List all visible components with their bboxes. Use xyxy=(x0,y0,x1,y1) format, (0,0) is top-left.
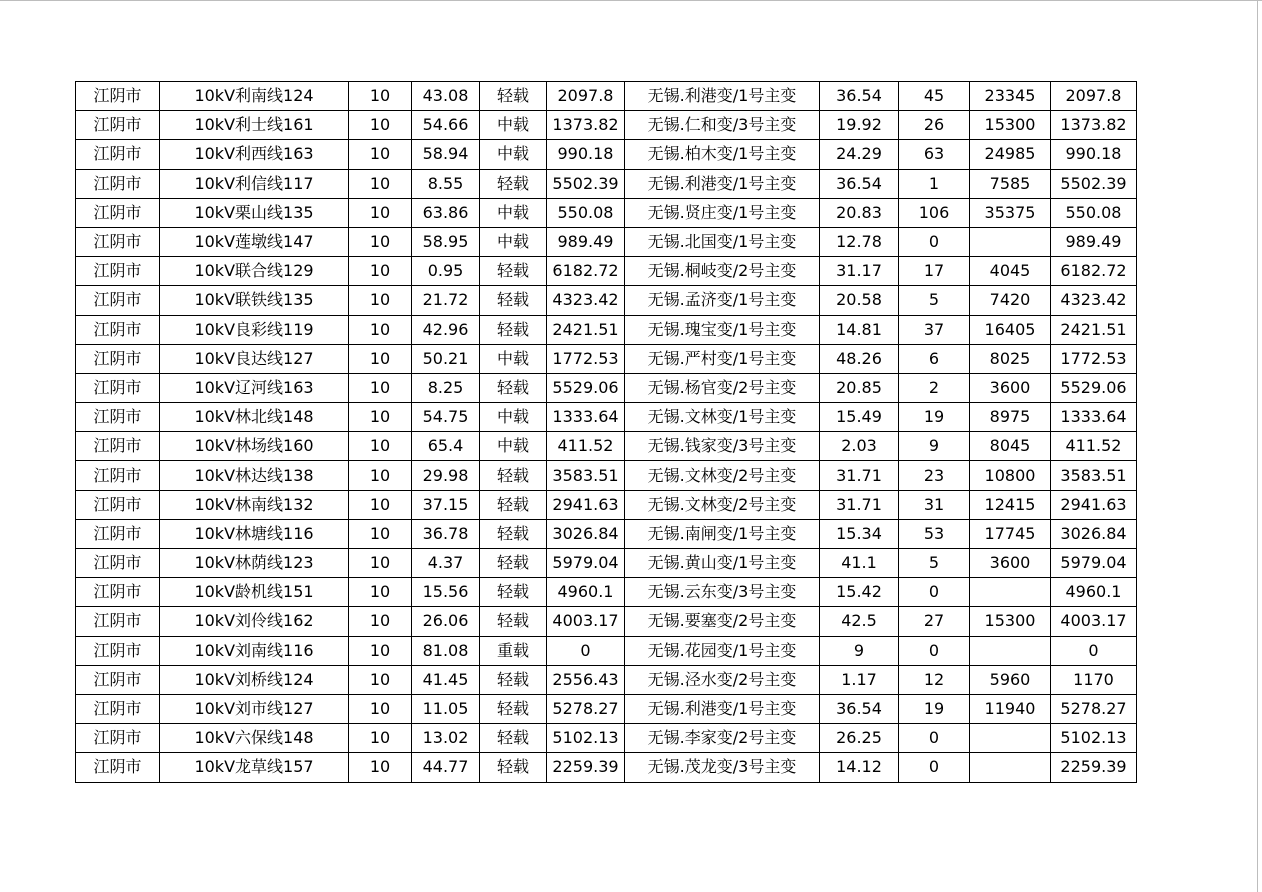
transferable-capacity-cell: 2941.63 xyxy=(1051,490,1137,519)
city-cell: 江阴市 xyxy=(76,753,160,782)
load-status-cell: 轻载 xyxy=(480,607,547,636)
load-rate-cell: 37.15 xyxy=(412,490,480,519)
voltage-cell: 10 xyxy=(349,636,412,665)
load-status-cell: 中载 xyxy=(480,111,547,140)
city-cell: 江阴市 xyxy=(76,198,160,227)
load-status-cell: 轻载 xyxy=(480,257,547,286)
feeder-name-cell: 10kV莲墩线147 xyxy=(160,227,349,256)
transformer-load-rate-cell: 20.58 xyxy=(820,286,899,315)
table-row xyxy=(76,519,1137,548)
load-status-cell: 轻载 xyxy=(480,519,547,548)
user-count-cell: 9 xyxy=(899,432,970,461)
voltage-cell: 10 xyxy=(349,344,412,373)
transferable-capacity-cell: 411.52 xyxy=(1051,432,1137,461)
voltage-cell: 10 xyxy=(349,257,412,286)
user-count-cell: 5 xyxy=(899,286,970,315)
transferable-capacity-cell: 550.08 xyxy=(1051,198,1137,227)
table-row xyxy=(76,82,1137,111)
table-row xyxy=(76,578,1137,607)
voltage-cell: 10 xyxy=(349,315,412,344)
feeder-name-cell: 10kV利士线161 xyxy=(160,111,349,140)
table-row xyxy=(76,432,1137,461)
load-status-cell: 轻载 xyxy=(480,549,547,578)
load-rate-cell: 42.96 xyxy=(412,315,480,344)
load-status-cell: 轻载 xyxy=(480,753,547,782)
load-status-cell: 轻载 xyxy=(480,724,547,753)
table-row xyxy=(76,140,1137,169)
transferable-capacity-cell: 4323.42 xyxy=(1051,286,1137,315)
user-count-cell: 12 xyxy=(899,665,970,694)
installed-capacity-cell xyxy=(970,227,1051,256)
load-rate-cell: 26.06 xyxy=(412,607,480,636)
transformer-load-rate-cell: 15.34 xyxy=(820,519,899,548)
user-count-cell: 63 xyxy=(899,140,970,169)
city-cell: 江阴市 xyxy=(76,169,160,198)
city-cell: 江阴市 xyxy=(76,490,160,519)
voltage-cell: 10 xyxy=(349,373,412,402)
city-cell: 江阴市 xyxy=(76,519,160,548)
user-count-cell: 27 xyxy=(899,607,970,636)
table-row xyxy=(76,227,1137,256)
table-row xyxy=(76,403,1137,432)
transformer-load-rate-cell: 31.71 xyxy=(820,461,899,490)
transformer-cell: 无锡.孟济变/1号主变 xyxy=(625,286,820,315)
voltage-cell: 10 xyxy=(349,111,412,140)
available-capacity-cell: 989.49 xyxy=(547,227,625,256)
transformer-cell: 无锡.茂龙变/3号主变 xyxy=(625,753,820,782)
transformer-load-rate-cell: 36.54 xyxy=(820,694,899,723)
user-count-cell: 2 xyxy=(899,373,970,402)
installed-capacity-cell: 11940 xyxy=(970,694,1051,723)
transferable-capacity-cell: 5529.06 xyxy=(1051,373,1137,402)
load-status-cell: 中载 xyxy=(480,403,547,432)
city-cell: 江阴市 xyxy=(76,607,160,636)
load-status-cell: 轻载 xyxy=(480,82,547,111)
installed-capacity-cell: 4045 xyxy=(970,257,1051,286)
transformer-load-rate-cell: 31.71 xyxy=(820,490,899,519)
voltage-cell: 10 xyxy=(349,461,412,490)
load-status-cell: 中载 xyxy=(480,344,547,373)
installed-capacity-cell: 7420 xyxy=(970,286,1051,315)
transformer-cell: 无锡.柏木变/1号主变 xyxy=(625,140,820,169)
feeder-name-cell: 10kV良达线127 xyxy=(160,344,349,373)
load-rate-cell: 58.94 xyxy=(412,140,480,169)
transformer-cell: 无锡.北国变/1号主变 xyxy=(625,227,820,256)
transferable-capacity-cell: 1772.53 xyxy=(1051,344,1137,373)
available-capacity-cell: 1333.64 xyxy=(547,403,625,432)
transformer-load-rate-cell: 9 xyxy=(820,636,899,665)
city-cell: 江阴市 xyxy=(76,286,160,315)
table-row xyxy=(76,111,1137,140)
transformer-load-rate-cell: 15.49 xyxy=(820,403,899,432)
installed-capacity-cell xyxy=(970,724,1051,753)
transformer-load-rate-cell: 12.78 xyxy=(820,227,899,256)
transformer-cell: 无锡.文林变/2号主变 xyxy=(625,461,820,490)
user-count-cell: 45 xyxy=(899,82,970,111)
transferable-capacity-cell: 989.49 xyxy=(1051,227,1137,256)
transformer-cell: 无锡.仁和变/3号主变 xyxy=(625,111,820,140)
feeder-name-cell: 10kV辽河线163 xyxy=(160,373,349,402)
load-status-cell: 中载 xyxy=(480,227,547,256)
installed-capacity-cell: 8045 xyxy=(970,432,1051,461)
table-row xyxy=(76,198,1137,227)
feeder-name-cell: 10kV林北线148 xyxy=(160,403,349,432)
city-cell: 江阴市 xyxy=(76,82,160,111)
voltage-cell: 10 xyxy=(349,403,412,432)
feeder-name-cell: 10kV联铁线135 xyxy=(160,286,349,315)
installed-capacity-cell: 7585 xyxy=(970,169,1051,198)
load-rate-cell: 0.95 xyxy=(412,257,480,286)
voltage-cell: 10 xyxy=(349,140,412,169)
voltage-cell: 10 xyxy=(349,286,412,315)
transformer-cell: 无锡.李家变/2号主变 xyxy=(625,724,820,753)
user-count-cell: 17 xyxy=(899,257,970,286)
transformer-load-rate-cell: 19.92 xyxy=(820,111,899,140)
available-capacity-cell: 6182.72 xyxy=(547,257,625,286)
transformer-cell: 无锡.文林变/1号主变 xyxy=(625,403,820,432)
table-row xyxy=(76,490,1137,519)
transformer-cell: 无锡.瑰宝变/1号主变 xyxy=(625,315,820,344)
transferable-capacity-cell: 5502.39 xyxy=(1051,169,1137,198)
load-rate-cell: 81.08 xyxy=(412,636,480,665)
user-count-cell: 23 xyxy=(899,461,970,490)
transformer-cell: 无锡.要塞变/2号主变 xyxy=(625,607,820,636)
transformer-load-rate-cell: 20.85 xyxy=(820,373,899,402)
load-rate-cell: 50.21 xyxy=(412,344,480,373)
table-row xyxy=(76,753,1137,782)
user-count-cell: 53 xyxy=(899,519,970,548)
feeder-name-cell: 10kV刘桥线124 xyxy=(160,665,349,694)
installed-capacity-cell: 35375 xyxy=(970,198,1051,227)
transferable-capacity-cell: 1373.82 xyxy=(1051,111,1137,140)
available-capacity-cell: 5102.13 xyxy=(547,724,625,753)
load-rate-cell: 4.37 xyxy=(412,549,480,578)
user-count-cell: 37 xyxy=(899,315,970,344)
load-rate-cell: 13.02 xyxy=(412,724,480,753)
user-count-cell: 106 xyxy=(899,198,970,227)
table-body xyxy=(76,82,1137,783)
load-rate-cell: 8.25 xyxy=(412,373,480,402)
load-rate-cell: 44.77 xyxy=(412,753,480,782)
table-row xyxy=(76,549,1137,578)
transferable-capacity-cell: 5979.04 xyxy=(1051,549,1137,578)
load-rate-cell: 41.45 xyxy=(412,665,480,694)
voltage-cell: 10 xyxy=(349,432,412,461)
installed-capacity-cell xyxy=(970,578,1051,607)
transferable-capacity-cell: 0 xyxy=(1051,636,1137,665)
available-capacity-cell: 2259.39 xyxy=(547,753,625,782)
load-status-cell: 轻载 xyxy=(480,578,547,607)
feeder-name-cell: 10kV龙草线157 xyxy=(160,753,349,782)
transformer-load-rate-cell: 42.5 xyxy=(820,607,899,636)
city-cell: 江阴市 xyxy=(76,549,160,578)
user-count-cell: 0 xyxy=(899,227,970,256)
transformer-load-rate-cell: 2.03 xyxy=(820,432,899,461)
load-status-cell: 轻载 xyxy=(480,286,547,315)
voltage-cell: 10 xyxy=(349,169,412,198)
city-cell: 江阴市 xyxy=(76,665,160,694)
installed-capacity-cell: 17745 xyxy=(970,519,1051,548)
feeder-name-cell: 10kV林南线132 xyxy=(160,490,349,519)
city-cell: 江阴市 xyxy=(76,578,160,607)
voltage-cell: 10 xyxy=(349,753,412,782)
available-capacity-cell: 5502.39 xyxy=(547,169,625,198)
available-capacity-cell: 4323.42 xyxy=(547,286,625,315)
transferable-capacity-cell: 990.18 xyxy=(1051,140,1137,169)
voltage-cell: 10 xyxy=(349,694,412,723)
available-capacity-cell: 990.18 xyxy=(547,140,625,169)
transformer-cell: 无锡.桐岐变/2号主变 xyxy=(625,257,820,286)
load-rate-cell: 54.66 xyxy=(412,111,480,140)
load-rate-cell: 63.86 xyxy=(412,198,480,227)
installed-capacity-cell: 3600 xyxy=(970,549,1051,578)
transformer-load-rate-cell: 24.29 xyxy=(820,140,899,169)
feeder-name-cell: 10kV良彩线119 xyxy=(160,315,349,344)
user-count-cell: 19 xyxy=(899,403,970,432)
transformer-cell: 无锡.花园变/1号主变 xyxy=(625,636,820,665)
transferable-capacity-cell: 2097.8 xyxy=(1051,82,1137,111)
transformer-cell: 无锡.文林变/2号主变 xyxy=(625,490,820,519)
installed-capacity-cell: 24985 xyxy=(970,140,1051,169)
load-status-cell: 轻载 xyxy=(480,461,547,490)
feeder-load-table xyxy=(75,81,1137,783)
table-row xyxy=(76,636,1137,665)
load-status-cell: 轻载 xyxy=(480,694,547,723)
table-row xyxy=(76,286,1137,315)
load-rate-cell: 43.08 xyxy=(412,82,480,111)
user-count-cell: 0 xyxy=(899,578,970,607)
city-cell: 江阴市 xyxy=(76,724,160,753)
transformer-cell: 无锡.严村变/1号主变 xyxy=(625,344,820,373)
table-row xyxy=(76,169,1137,198)
feeder-name-cell: 10kV龄机线151 xyxy=(160,578,349,607)
transformer-load-rate-cell: 14.12 xyxy=(820,753,899,782)
available-capacity-cell: 1772.53 xyxy=(547,344,625,373)
transformer-cell: 无锡.利港变/1号主变 xyxy=(625,82,820,111)
transformer-cell: 无锡.黄山变/1号主变 xyxy=(625,549,820,578)
transferable-capacity-cell: 1333.64 xyxy=(1051,403,1137,432)
voltage-cell: 10 xyxy=(349,227,412,256)
load-rate-cell: 15.56 xyxy=(412,578,480,607)
feeder-name-cell: 10kV联合线129 xyxy=(160,257,349,286)
transformer-cell: 无锡.利港变/1号主变 xyxy=(625,694,820,723)
transformer-cell: 无锡.利港变/1号主变 xyxy=(625,169,820,198)
installed-capacity-cell: 15300 xyxy=(970,607,1051,636)
installed-capacity-cell: 5960 xyxy=(970,665,1051,694)
table-row xyxy=(76,724,1137,753)
voltage-cell: 10 xyxy=(349,519,412,548)
page-top-border xyxy=(0,0,1262,1)
available-capacity-cell: 2556.43 xyxy=(547,665,625,694)
transferable-capacity-cell: 6182.72 xyxy=(1051,257,1137,286)
feeder-name-cell: 10kV林达线138 xyxy=(160,461,349,490)
load-status-cell: 轻载 xyxy=(480,373,547,402)
table-row xyxy=(76,607,1137,636)
city-cell: 江阴市 xyxy=(76,461,160,490)
transformer-load-rate-cell: 48.26 xyxy=(820,344,899,373)
load-status-cell: 中载 xyxy=(480,140,547,169)
voltage-cell: 10 xyxy=(349,490,412,519)
city-cell: 江阴市 xyxy=(76,403,160,432)
voltage-cell: 10 xyxy=(349,578,412,607)
transferable-capacity-cell: 4960.1 xyxy=(1051,578,1137,607)
city-cell: 江阴市 xyxy=(76,111,160,140)
voltage-cell: 10 xyxy=(349,665,412,694)
table-row xyxy=(76,344,1137,373)
installed-capacity-cell: 23345 xyxy=(970,82,1051,111)
load-rate-cell: 29.98 xyxy=(412,461,480,490)
table-row xyxy=(76,257,1137,286)
table-row xyxy=(76,461,1137,490)
installed-capacity-cell: 8025 xyxy=(970,344,1051,373)
transferable-capacity-cell: 5278.27 xyxy=(1051,694,1137,723)
load-status-cell: 轻载 xyxy=(480,169,547,198)
transferable-capacity-cell: 2421.51 xyxy=(1051,315,1137,344)
city-cell: 江阴市 xyxy=(76,373,160,402)
transformer-load-rate-cell: 1.17 xyxy=(820,665,899,694)
load-rate-cell: 65.4 xyxy=(412,432,480,461)
page-right-border xyxy=(1257,0,1258,892)
transformer-load-rate-cell: 20.83 xyxy=(820,198,899,227)
available-capacity-cell: 3026.84 xyxy=(547,519,625,548)
transformer-load-rate-cell: 36.54 xyxy=(820,82,899,111)
load-rate-cell: 21.72 xyxy=(412,286,480,315)
city-cell: 江阴市 xyxy=(76,315,160,344)
transferable-capacity-cell: 5102.13 xyxy=(1051,724,1137,753)
transferable-capacity-cell: 2259.39 xyxy=(1051,753,1137,782)
user-count-cell: 5 xyxy=(899,549,970,578)
installed-capacity-cell: 15300 xyxy=(970,111,1051,140)
load-status-cell: 轻载 xyxy=(480,315,547,344)
transferable-capacity-cell: 3026.84 xyxy=(1051,519,1137,548)
available-capacity-cell: 3583.51 xyxy=(547,461,625,490)
transferable-capacity-cell: 4003.17 xyxy=(1051,607,1137,636)
table-row xyxy=(76,665,1137,694)
load-status-cell: 中载 xyxy=(480,432,547,461)
voltage-cell: 10 xyxy=(349,724,412,753)
feeder-name-cell: 10kV林场线160 xyxy=(160,432,349,461)
feeder-name-cell: 10kV利信线117 xyxy=(160,169,349,198)
load-status-cell: 轻载 xyxy=(480,490,547,519)
load-rate-cell: 58.95 xyxy=(412,227,480,256)
installed-capacity-cell: 8975 xyxy=(970,403,1051,432)
transformer-cell: 无锡.云东变/3号主变 xyxy=(625,578,820,607)
voltage-cell: 10 xyxy=(349,607,412,636)
transformer-cell: 无锡.钱家变/3号主变 xyxy=(625,432,820,461)
table-row xyxy=(76,694,1137,723)
available-capacity-cell: 5278.27 xyxy=(547,694,625,723)
load-rate-cell: 36.78 xyxy=(412,519,480,548)
transferable-capacity-cell: 1170 xyxy=(1051,665,1137,694)
transformer-load-rate-cell: 14.81 xyxy=(820,315,899,344)
transformer-cell: 无锡.南闸变/1号主变 xyxy=(625,519,820,548)
transformer-load-rate-cell: 31.17 xyxy=(820,257,899,286)
city-cell: 江阴市 xyxy=(76,227,160,256)
voltage-cell: 10 xyxy=(349,549,412,578)
transferable-capacity-cell: 3583.51 xyxy=(1051,461,1137,490)
feeder-name-cell: 10kV利南线124 xyxy=(160,82,349,111)
installed-capacity-cell: 3600 xyxy=(970,373,1051,402)
installed-capacity-cell xyxy=(970,753,1051,782)
city-cell: 江阴市 xyxy=(76,140,160,169)
load-status-cell: 轻载 xyxy=(480,665,547,694)
available-capacity-cell: 5979.04 xyxy=(547,549,625,578)
user-count-cell: 1 xyxy=(899,169,970,198)
load-status-cell: 中载 xyxy=(480,198,547,227)
voltage-cell: 10 xyxy=(349,82,412,111)
load-status-cell: 重载 xyxy=(480,636,547,665)
transformer-cell: 无锡.泾水变/2号主变 xyxy=(625,665,820,694)
voltage-cell: 10 xyxy=(349,198,412,227)
transformer-load-rate-cell: 36.54 xyxy=(820,169,899,198)
transformer-load-rate-cell: 26.25 xyxy=(820,724,899,753)
user-count-cell: 31 xyxy=(899,490,970,519)
user-count-cell: 26 xyxy=(899,111,970,140)
available-capacity-cell: 550.08 xyxy=(547,198,625,227)
feeder-name-cell: 10kV刘市线127 xyxy=(160,694,349,723)
available-capacity-cell: 4003.17 xyxy=(547,607,625,636)
feeder-name-cell: 10kV林塘线116 xyxy=(160,519,349,548)
transformer-load-rate-cell: 15.42 xyxy=(820,578,899,607)
transformer-cell: 无锡.贤庄变/1号主变 xyxy=(625,198,820,227)
feeder-name-cell: 10kV栗山线135 xyxy=(160,198,349,227)
transformer-load-rate-cell: 41.1 xyxy=(820,549,899,578)
transformer-cell: 无锡.杨官变/2号主变 xyxy=(625,373,820,402)
available-capacity-cell: 4960.1 xyxy=(547,578,625,607)
feeder-name-cell: 10kV利西线163 xyxy=(160,140,349,169)
installed-capacity-cell xyxy=(970,636,1051,665)
table-row xyxy=(76,315,1137,344)
feeder-name-cell: 10kV林荫线123 xyxy=(160,549,349,578)
user-count-cell: 6 xyxy=(899,344,970,373)
installed-capacity-cell: 16405 xyxy=(970,315,1051,344)
table-row xyxy=(76,373,1137,402)
city-cell: 江阴市 xyxy=(76,257,160,286)
user-count-cell: 0 xyxy=(899,724,970,753)
available-capacity-cell: 0 xyxy=(547,636,625,665)
feeder-name-cell: 10kV刘南线116 xyxy=(160,636,349,665)
available-capacity-cell: 2097.8 xyxy=(547,82,625,111)
available-capacity-cell: 2941.63 xyxy=(547,490,625,519)
available-capacity-cell: 2421.51 xyxy=(547,315,625,344)
load-rate-cell: 11.05 xyxy=(412,694,480,723)
city-cell: 江阴市 xyxy=(76,344,160,373)
installed-capacity-cell: 10800 xyxy=(970,461,1051,490)
user-count-cell: 0 xyxy=(899,753,970,782)
available-capacity-cell: 5529.06 xyxy=(547,373,625,402)
load-rate-cell: 54.75 xyxy=(412,403,480,432)
available-capacity-cell: 411.52 xyxy=(547,432,625,461)
feeder-name-cell: 10kV六保线148 xyxy=(160,724,349,753)
city-cell: 江阴市 xyxy=(76,694,160,723)
city-cell: 江阴市 xyxy=(76,432,160,461)
installed-capacity-cell: 12415 xyxy=(970,490,1051,519)
user-count-cell: 19 xyxy=(899,694,970,723)
feeder-name-cell: 10kV刘伶线162 xyxy=(160,607,349,636)
user-count-cell: 0 xyxy=(899,636,970,665)
available-capacity-cell: 1373.82 xyxy=(547,111,625,140)
city-cell: 江阴市 xyxy=(76,636,160,665)
load-rate-cell: 8.55 xyxy=(412,169,480,198)
